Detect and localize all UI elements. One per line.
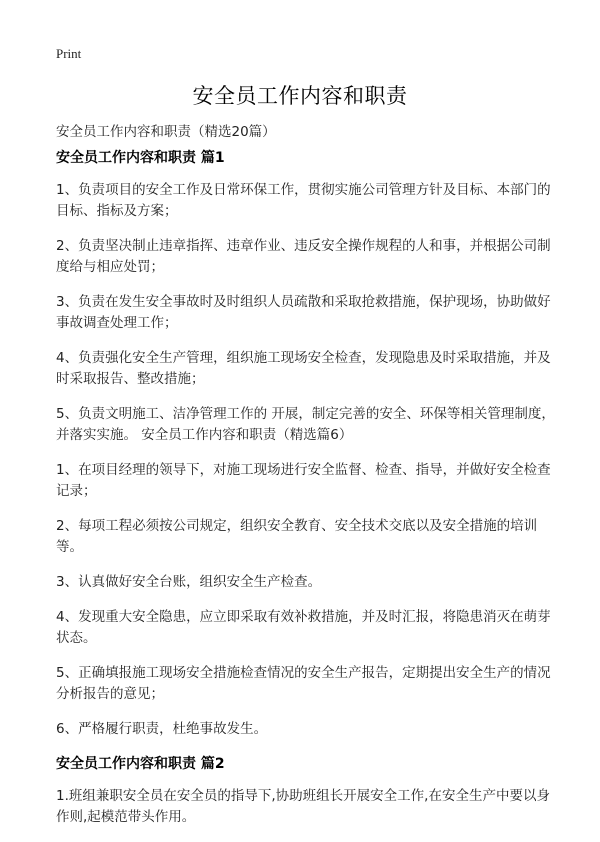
paragraph: 3、负责在发生安全事故时及时组织人员疏散和采取抢救措施，保护现场，协助做好事故调查处理工作； [56, 294, 551, 331]
page-title: 安全员工作内容和职责 [192, 84, 408, 108]
paragraph: 2、负责坚决制止违章指挥、违章作业、违反安全操作规程的人和事，并根据公司制度给与相应处罚； [56, 238, 551, 275]
paragraph: 3、认真做好安全台账，组织安全生产检查。 [56, 574, 322, 590]
section-2 [56, 754, 556, 828]
paragraph: 5、正确填报施工现场安全措施检查情况的安全生产报告，定期提出安全生产的情况分析报告的意见； [56, 665, 551, 702]
paragraph: 1、负责项目的安全工作及日常环保工作，贯彻实施公司管理方针及目标、本部门的目标、指标及方案； [56, 182, 551, 219]
paragraph: 2、每项工程必须按公司规定，组织安全教育、安全技术交底以及安全措施的培训等。 [56, 518, 538, 555]
section-heading: 安全员工作内容和职责 篇1 [56, 150, 225, 166]
section-heading: 安全员工作内容和职责 篇2 [56, 756, 225, 772]
paragraph: 1.班组兼职安全员在安全员的指导下,协助班组长开展安全工作,在安全生产中要以身作则,起模范带头作用。 [56, 788, 550, 825]
paragraph: 1、在项目经理的领导下，对施工现场进行安全监督、检查、指导，并做好安全检查记录； [56, 462, 551, 499]
section-1 [56, 148, 556, 740]
paragraph: 5、负责文明施工、洁净管理工作的 开展，制定完善的安全、环保等相关管理制度，并落实实施。 安全员工作内容和职责（精选篇6） [56, 406, 555, 443]
paragraph: 6、严格履行职责，杜绝事故发生。 [56, 721, 268, 737]
paragraph: 4、负责强化安全生产管理，组织施工现场安全检查，发现隐患及时采取措施，并及时采取报告、整改措施； [56, 350, 551, 387]
document-subtitle: 安全员工作内容和职责（精选20篇） [56, 124, 276, 140]
document-body [56, 148, 556, 842]
print-link[interactable]: Print [56, 46, 82, 61]
paragraph: 4、发现重大安全隐患，应立即采取有效补救措施，并及时汇报，将隐患消灭在萌芽状态。 [56, 609, 551, 646]
